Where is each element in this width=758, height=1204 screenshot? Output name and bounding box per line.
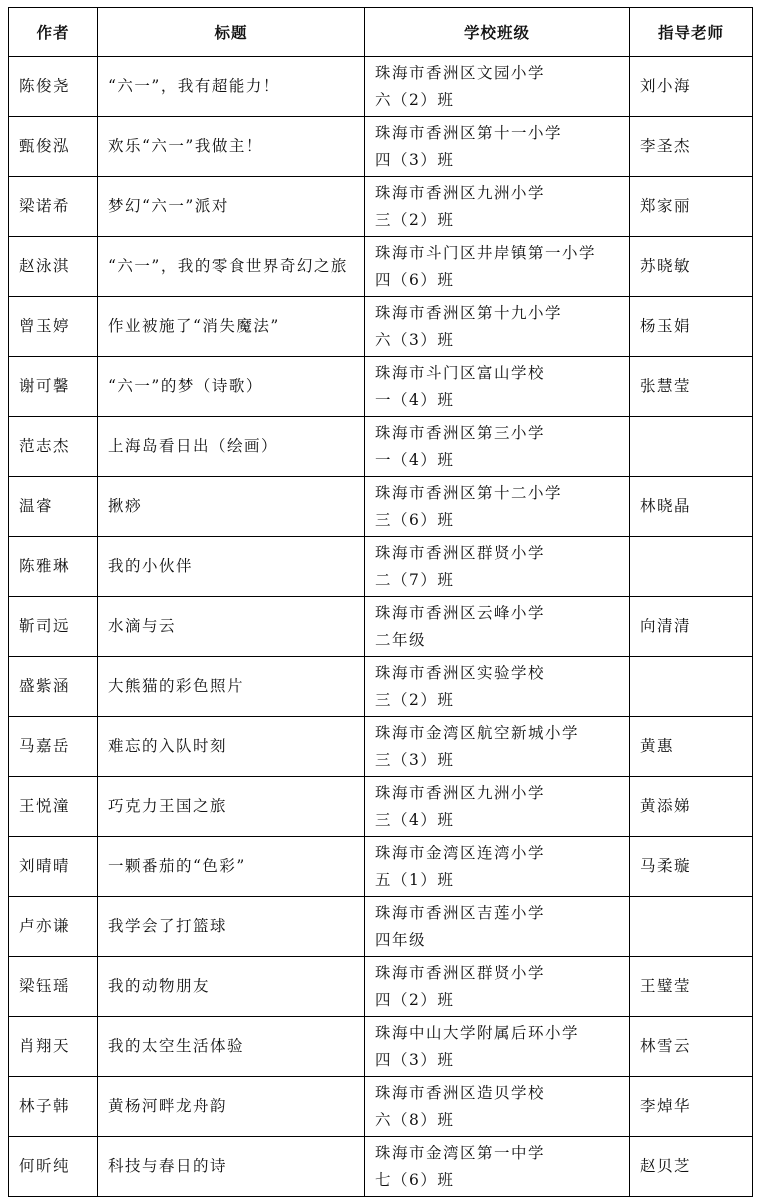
school-name: 珠海市香洲区云峰小学 [375,603,546,622]
class-name: 四年级 [375,930,427,949]
cell-teacher: 黄惠 [630,717,753,777]
cell-title: 欢乐“六一”我做主！ [98,117,365,177]
class-name: 六（3）班 [375,330,455,349]
table-row [9,297,753,357]
cell-teacher: 张慧莹 [630,357,753,417]
class-name: 六（8）班 [375,1110,455,1129]
cell-teacher [630,417,753,477]
cell-teacher: 郑家丽 [630,177,753,237]
cell-school-class [365,897,630,957]
cell-teacher: 李焯华 [630,1077,753,1137]
cell-title: 我的太空生活体验 [98,1017,365,1077]
school-name: 珠海市金湾区连湾小学 [375,843,546,862]
school-name: 珠海市斗门区富山学校 [375,363,546,382]
class-name: 五（1）班 [375,870,455,889]
table-row [9,237,753,297]
class-name: 四（2）班 [375,990,455,1009]
class-name: 一（4）班 [375,450,455,469]
school-name: 珠海市香洲区第三小学 [375,423,546,442]
cell-title: “六一”的梦（诗歌） [98,357,365,417]
table-row [9,117,753,177]
cell-school-class [365,1137,630,1197]
cell-author: 卢亦谦 [9,897,98,957]
cell-author: 陈雅琳 [9,537,98,597]
cell-school-class [365,957,630,1017]
cell-title: 巧克力王国之旅 [98,777,365,837]
cell-title: 我的小伙伴 [98,537,365,597]
class-name: 四（6）班 [375,270,455,289]
cell-school-class [365,237,630,297]
cell-school-class [365,1017,630,1077]
cell-author: 温睿 [9,477,98,537]
cell-author: 梁钰瑶 [9,957,98,1017]
cell-title: 我学会了打篮球 [98,897,365,957]
cell-author: 赵泳淇 [9,237,98,297]
class-name: 三（2）班 [375,690,455,709]
cell-school-class [365,357,630,417]
cell-teacher: 李圣杰 [630,117,753,177]
school-name: 珠海市香洲区九洲小学 [375,783,546,802]
table-row [9,957,753,1017]
school-name: 珠海市金湾区航空新城小学 [375,723,580,742]
class-name: 六（2）班 [375,90,455,109]
table-row [9,177,753,237]
school-name: 珠海市香洲区第十九小学 [375,303,563,322]
table-row [9,477,753,537]
class-name: 一（4）班 [375,390,455,409]
table-row [9,777,753,837]
cell-author: 王悦潼 [9,777,98,837]
cell-teacher: 马柔璇 [630,837,753,897]
cell-school-class [365,777,630,837]
cell-title: “六一”，我的零食世界奇幻之旅 [98,237,365,297]
school-name: 珠海市香洲区吉莲小学 [375,903,546,922]
class-name: 二（7）班 [375,570,455,589]
cell-title: 上海岛看日出（绘画） [98,417,365,477]
cell-author: 靳司远 [9,597,98,657]
school-name: 珠海市香洲区实验学校 [375,663,546,682]
cell-author: 谢可馨 [9,357,98,417]
cell-author: 曾玉婷 [9,297,98,357]
school-name: 珠海市香洲区群贤小学 [375,543,546,562]
class-name: 三（4）班 [375,810,455,829]
cell-teacher [630,897,753,957]
cell-title: 黄杨河畔龙舟韵 [98,1077,365,1137]
cell-teacher: 林晓晶 [630,477,753,537]
cell-author: 甄俊泓 [9,117,98,177]
cell-school-class [365,1077,630,1137]
cell-teacher: 向清清 [630,597,753,657]
cell-author: 梁诺希 [9,177,98,237]
class-name: 三（6）班 [375,510,455,529]
table-row [9,57,753,117]
class-name: 七（6）班 [375,1170,455,1189]
cell-title: 揪痧 [98,477,365,537]
header-teacher: 指导老师 [630,8,753,57]
cell-school-class [365,477,630,537]
cell-school-class [365,837,630,897]
table-row [9,897,753,957]
cell-teacher: 刘小海 [630,57,753,117]
cell-school-class [365,177,630,237]
table-row [9,1017,753,1077]
cell-title: 难忘的入队时刻 [98,717,365,777]
table-row [9,597,753,657]
cell-author: 肖翔天 [9,1017,98,1077]
cell-school-class [365,417,630,477]
school-name: 珠海市香洲区第十二小学 [375,483,563,502]
cell-teacher: 赵贝芝 [630,1137,753,1197]
cell-title: 科技与春日的诗 [98,1137,365,1197]
class-name: 四（3）班 [375,1050,455,1069]
table-header-row [9,8,753,57]
table-row [9,1077,753,1137]
table-body [9,57,753,1197]
cell-author: 马嘉岳 [9,717,98,777]
table-row [9,537,753,597]
table-row [9,717,753,777]
cell-title: 我的动物朋友 [98,957,365,1017]
school-name: 珠海市香洲区群贤小学 [375,963,546,982]
cell-teacher [630,537,753,597]
cell-title: 作业被施了“消失魔法” [98,297,365,357]
class-name: 二年级 [375,630,427,649]
cell-school-class [365,117,630,177]
school-name: 珠海市香洲区造贝学校 [375,1083,546,1102]
table-row [9,837,753,897]
cell-teacher [630,657,753,717]
cell-title: 梦幻“六一”派对 [98,177,365,237]
class-name: 三（2）班 [375,210,455,229]
cell-school-class [365,57,630,117]
cell-school-class [365,597,630,657]
class-name: 四（3）班 [375,150,455,169]
cell-school-class [365,537,630,597]
award-list-table [8,7,753,1197]
cell-title: 大熊猫的彩色照片 [98,657,365,717]
cell-teacher: 苏晓敏 [630,237,753,297]
class-name: 三（3）班 [375,750,455,769]
cell-title: 一颗番茄的“色彩” [98,837,365,897]
cell-school-class [365,297,630,357]
cell-author: 范志杰 [9,417,98,477]
table-row [9,1137,753,1197]
header-title: 标题 [98,8,365,57]
school-name: 珠海中山大学附属后环小学 [375,1023,580,1042]
cell-title: “六一”，我有超能力！ [98,57,365,117]
cell-teacher: 林雪云 [630,1017,753,1077]
cell-school-class [365,717,630,777]
school-name: 珠海市香洲区文园小学 [375,63,546,82]
school-name: 珠海市香洲区九洲小学 [375,183,546,202]
cell-teacher: 杨玉娟 [630,297,753,357]
school-name: 珠海市斗门区井岸镇第一小学 [375,243,597,262]
header-author: 作者 [9,8,98,57]
header-school-class: 学校班级 [365,8,630,57]
cell-author: 何昕纯 [9,1137,98,1197]
table-row [9,357,753,417]
cell-school-class [365,657,630,717]
school-name: 珠海市香洲区第十一小学 [375,123,563,142]
cell-author: 刘晴晴 [9,837,98,897]
cell-teacher: 王璧莹 [630,957,753,1017]
cell-title: 水滴与云 [98,597,365,657]
table-row [9,657,753,717]
table-row [9,417,753,477]
cell-author: 陈俊尧 [9,57,98,117]
cell-author: 林子韩 [9,1077,98,1137]
cell-teacher: 黄添娣 [630,777,753,837]
school-name: 珠海市金湾区第一中学 [375,1143,546,1162]
cell-author: 盛紫涵 [9,657,98,717]
